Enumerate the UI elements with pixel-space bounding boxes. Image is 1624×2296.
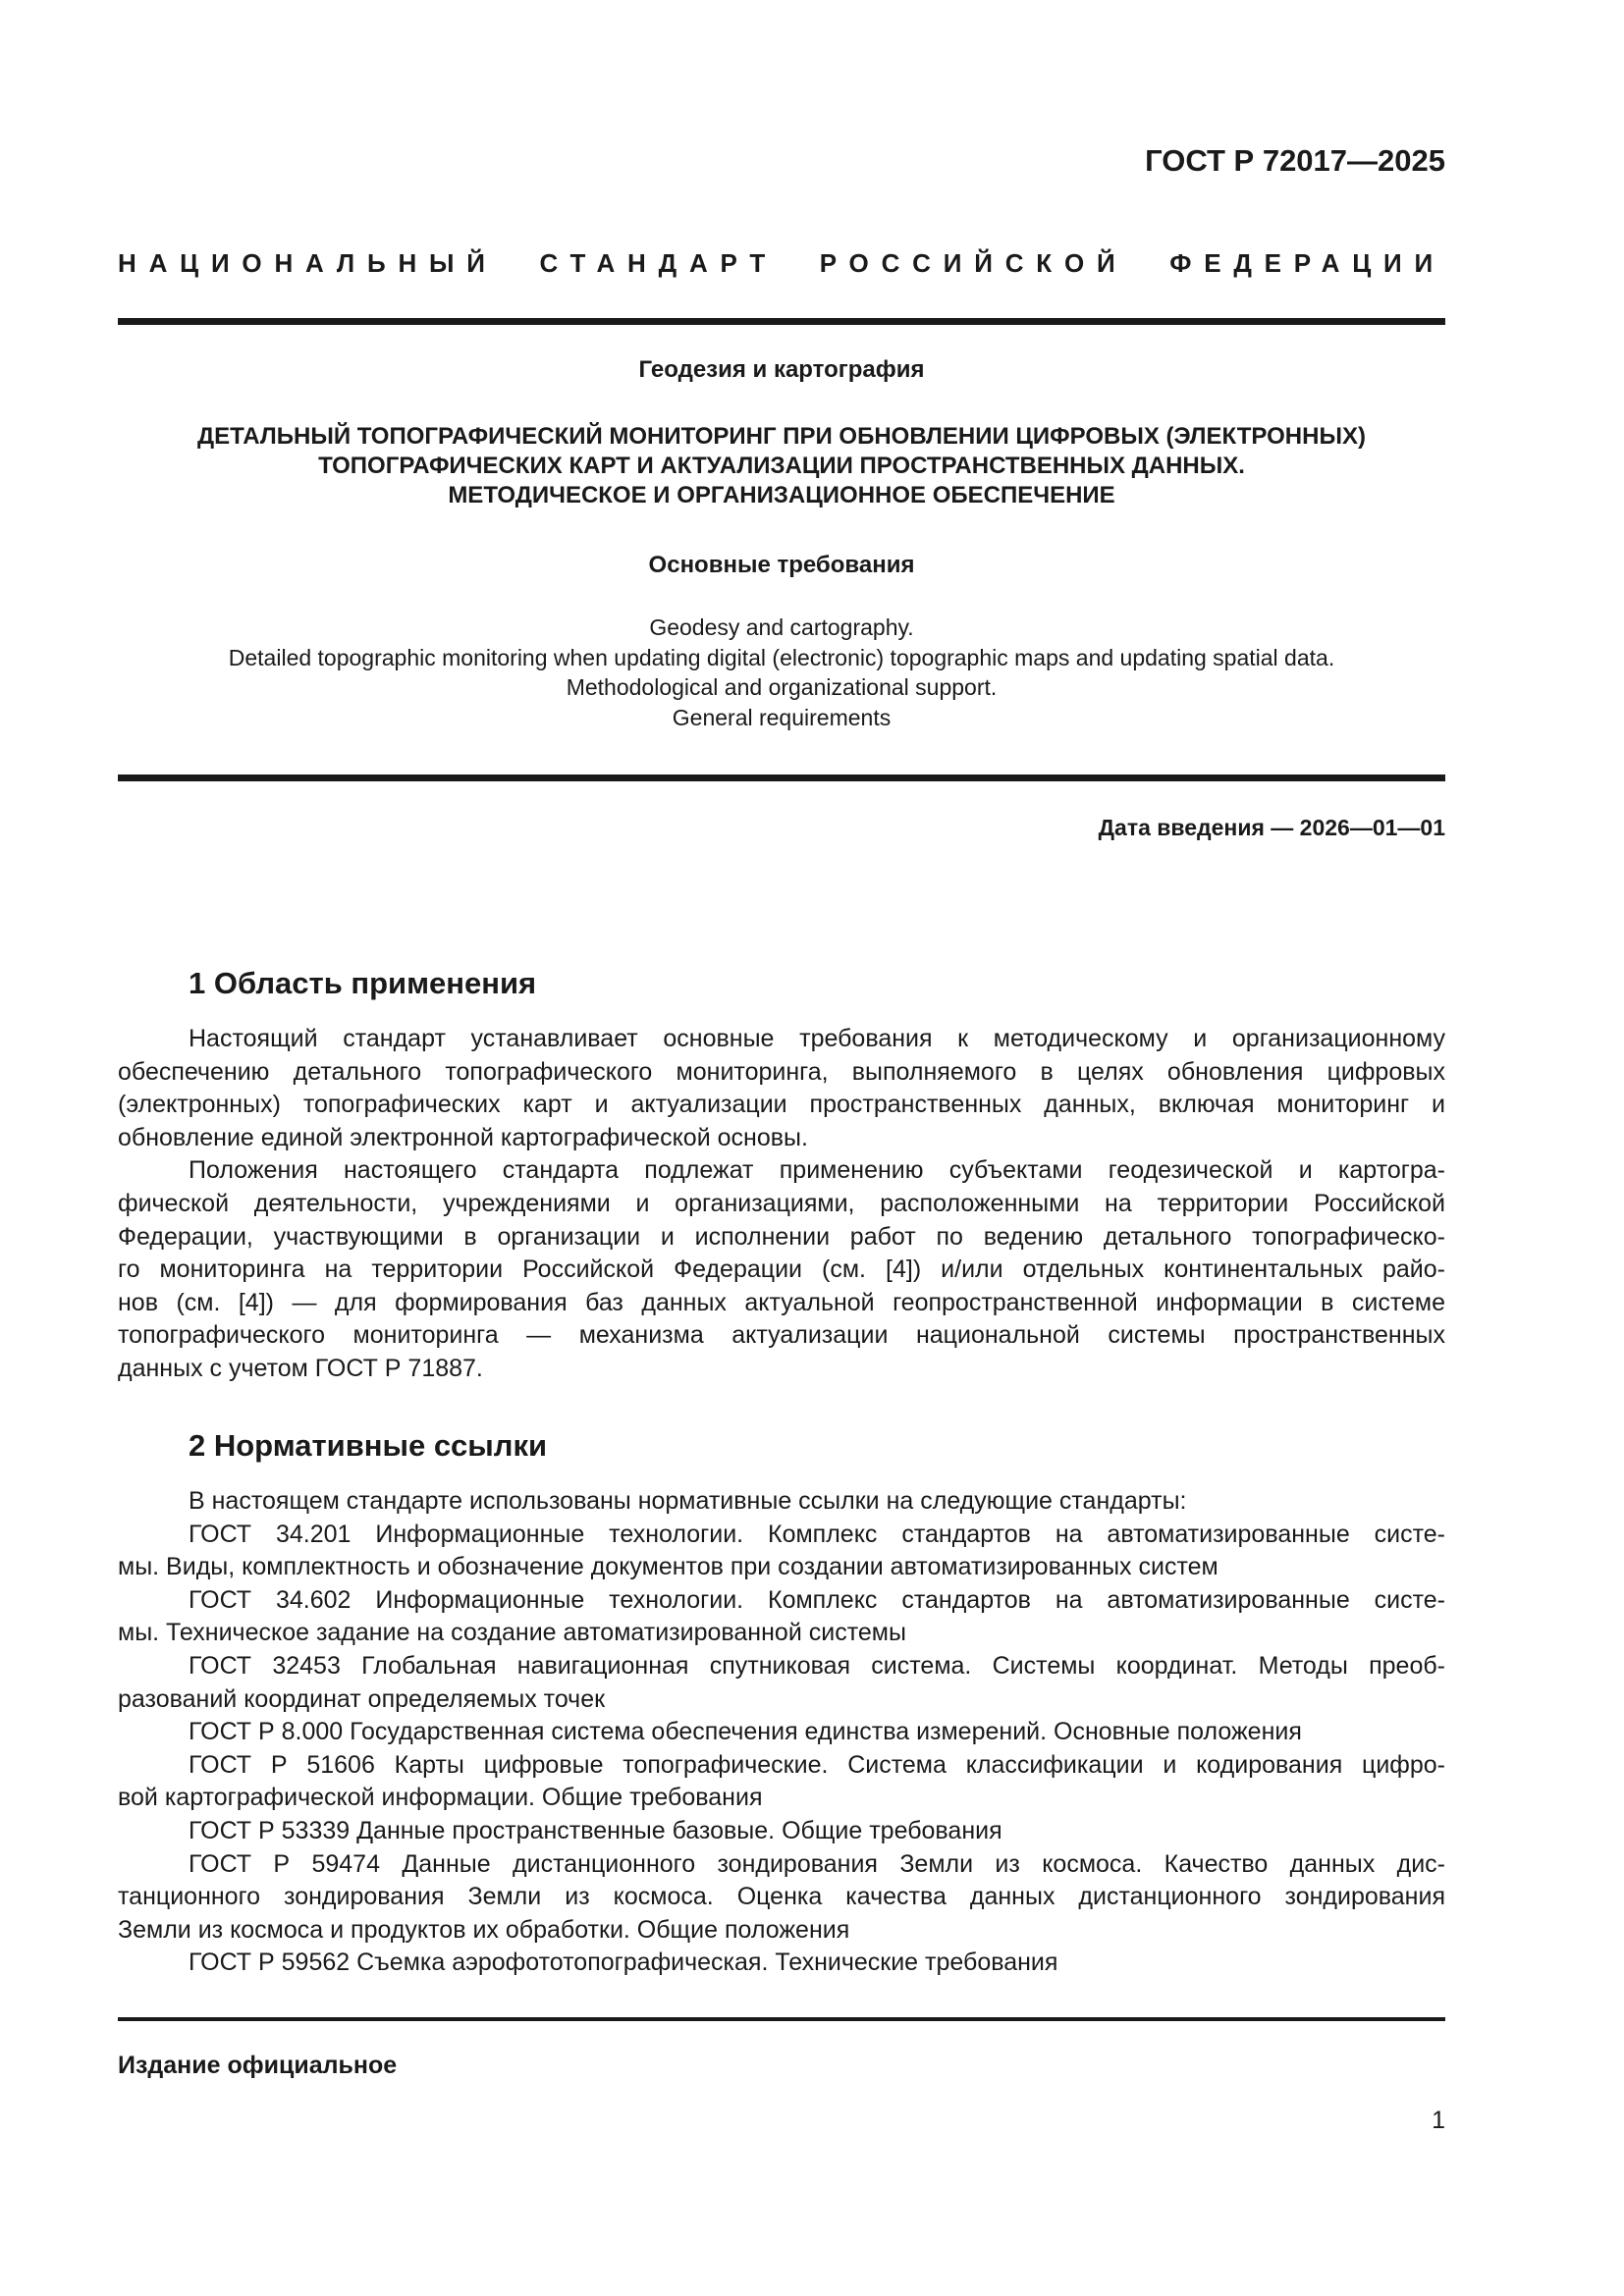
- title-line: МЕТОДИЧЕСКОЕ И ОРГАНИЗАЦИОННОЕ ОБЕСПЕЧЕНИЕ: [448, 482, 1115, 508]
- text-line: ГОСТ Р 53339 Данные пространственные базовые. Общие требования: [189, 1816, 1002, 1844]
- footer-divider: [118, 2017, 1445, 2021]
- document-title: [118, 422, 1445, 510]
- text-line: мы. Виды, комплектность и обозначение документов при создании автоматизированных систем: [118, 1553, 1218, 1581]
- text-line: ГОСТ Р 59562 Съемка аэрофототопографическая. Технические требования: [189, 1949, 1058, 1977]
- official-edition-label: Издание официальное: [118, 2052, 398, 2079]
- text-line: Земли из космоса и продуктов их обработки. Общие положения: [118, 1915, 850, 1944]
- introduction-date: Дата введения — 2026—01—01: [1098, 815, 1445, 840]
- text-line: мы. Техническое задание на создание автоматизированной системы: [118, 1619, 906, 1647]
- section-1-heading: 1 Область применения: [189, 966, 537, 1000]
- text-line: ГОСТ Р 8.000 Государственная система обеспечения единства измерений. Основные положения: [189, 1718, 1302, 1746]
- text-line: вой картографической информации. Общие требования: [118, 1784, 763, 1812]
- section-2-body: [118, 1485, 1445, 1980]
- text-line: го мониторинга на территории Российской Федерации (см. [4]) и/или отдельных континентальных райо-: [118, 1255, 1445, 1284]
- standard-designation: ГОСТ Р 72017—2025: [1145, 143, 1445, 178]
- text-line: ГОСТ 34.602 Информационные технологии. Комплекс стандартов на автоматизированные систе-: [189, 1585, 1445, 1614]
- text-line: ГОСТ Р 51606 Карты цифровые топографические. Система классификации и кодирования цифро-: [189, 1750, 1445, 1779]
- text-line: ГОСТ 34.201 Информационные технологии. Комплекс стандартов на автоматизированные систе-: [189, 1520, 1445, 1548]
- text-line: ГОСТ 32453 Глобальная навигационная спутниковая система. Системы координат. Методы преоб-: [189, 1651, 1445, 1680]
- text-line: Настоящий стандарт устанавливает основные требования к методическому и организационному: [189, 1025, 1445, 1052]
- english-title-line: Geodesy and cartography.: [649, 614, 914, 640]
- top-divider: [118, 318, 1445, 325]
- national-standard-banner: НАЦИОНАЛЬНЫЙ СТАНДАРТ РОССИЙСКОЙ ФЕДЕРАЦИИ: [118, 248, 1445, 278]
- text-line: фической деятельности, учреждениями и организациями, расположенными на территории Российской: [118, 1189, 1445, 1217]
- text-line: данных с учетом ГОСТ Р 71887.: [118, 1354, 483, 1382]
- text-line: ГОСТ Р 59474 Данные дистанционного зондирования Земли из космоса. Качество данных дис-: [189, 1849, 1445, 1878]
- text-line: Федерации, участвующими в организации и исполнении работ по ведению детального топографическо-: [118, 1222, 1445, 1251]
- text-line: В настоящем стандарте использованы нормативные ссылки на следующие стандарты:: [189, 1487, 1187, 1515]
- section-1-body: [118, 1023, 1445, 1386]
- text-line: (электронных) топографических карт и актуализации пространственных данных, включая мониторинг и: [118, 1091, 1445, 1119]
- document-subtitle: Основные требования: [648, 552, 915, 578]
- subject-area: Геодезия и картография: [638, 356, 925, 383]
- text-line: Положения настоящего стандарта подлежат применению субъектами геодезической и картогра-: [189, 1156, 1445, 1185]
- title-line: ТОПОГРАФИЧЕСКИХ КАРТ И АКТУАЛИЗАЦИИ ПРОСТРАНСТВЕННЫХ ДАННЫХ.: [318, 453, 1245, 479]
- section-2-heading: 2 Нормативные ссылки: [189, 1428, 548, 1463]
- text-line: обновление единой электронной картографической основы.: [118, 1123, 808, 1151]
- text-line: топографического мониторинга — механизма актуализации национальной системы пространственных: [118, 1321, 1445, 1350]
- text-line: нов (см. [4]) — для формирования баз данных актуальной геопространственной информации в системе: [118, 1288, 1445, 1316]
- text-line: разований координат определяемых точек: [118, 1684, 606, 1713]
- text-line: танционного зондирования Земли из космоса. Оценка качества данных дистанционного зондирования: [118, 1883, 1445, 1911]
- english-title: [118, 613, 1445, 732]
- english-title-line: General requirements: [672, 704, 892, 730]
- english-title-line: Methodological and organizational support.: [566, 674, 998, 700]
- page-number: 1: [1432, 2107, 1445, 2134]
- title-line: ДЕТАЛЬНЫЙ ТОПОГРАФИЧЕСКИЙ МОНИТОРИНГ ПРИ ОБНОВЛЕНИИ ЦИФРОВЫХ (ЭЛЕКТРОННЫХ): [197, 423, 1366, 450]
- title-bottom-divider: [118, 774, 1445, 781]
- english-title-line: Detailed topographic monitoring when updating digital (electronic) topographic maps and updating spatial data.: [228, 644, 1335, 670]
- text-line: обеспечению детального топографического мониторинга, выполняемого в целях обновления цифровых: [118, 1057, 1445, 1086]
- document-page: [118, 0, 1445, 2296]
